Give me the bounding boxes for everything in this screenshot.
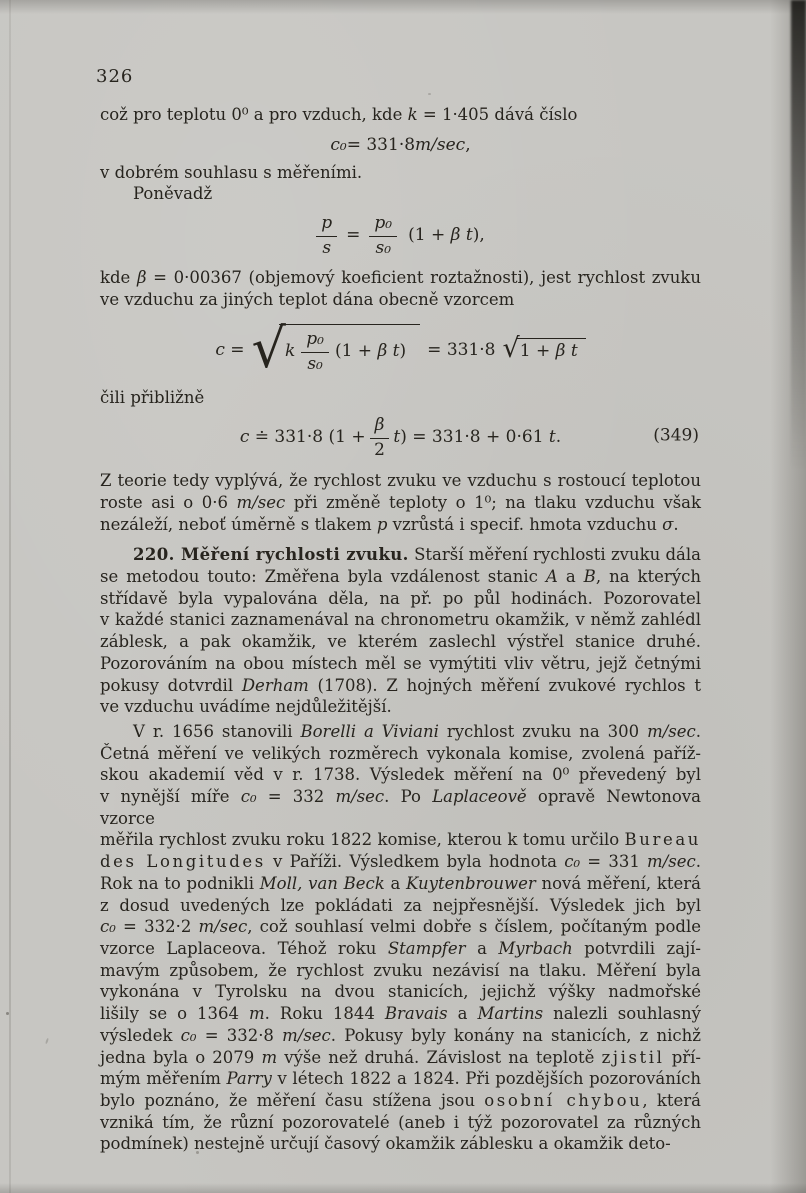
scan-top-shadow (0, 0, 806, 14)
text-segment: m/sec (647, 852, 696, 872)
formula-speed-general (100, 319, 701, 383)
text-segment: , (465, 134, 471, 155)
fraction-p-s (316, 213, 337, 259)
text-segment: m/sec (198, 917, 248, 937)
text-segment: osobní chybou (484, 1090, 643, 1110)
text-segment: k (407, 105, 418, 124)
text-segment: Borelli a Viviani (300, 721, 439, 741)
text-segment: t (393, 427, 401, 448)
text-segment: . (555, 427, 562, 448)
text-segment: t (548, 427, 556, 448)
text-segment: Četná měření ve velikých rozměrech vykonala komise, zvolená paříž- (100, 743, 701, 763)
text-column (100, 104, 701, 1155)
text-segment: . Po (384, 787, 433, 807)
text-line (100, 104, 701, 126)
text-line (100, 696, 701, 718)
text-segment: , což souhlasí velmi dobře s číslem, počítaným podle (247, 917, 701, 937)
text-segment: 220. Měření rychlosti zvuku. (133, 545, 409, 565)
text-segment: pokusy dotvrdil (100, 675, 242, 695)
text-segment: ve vzduchu za jiných teplot dána obecně vzorcem (100, 289, 515, 309)
text-line (100, 764, 701, 786)
text-line (100, 1047, 701, 1069)
scan-bottom-shadow (0, 1183, 806, 1193)
formula-pre (240, 427, 366, 449)
paper-speck (6, 1012, 9, 1015)
text-segment: Parry (226, 1069, 272, 1089)
equals-sign: = (346, 225, 361, 246)
text-line (100, 470, 701, 492)
text-segment: mavým způsobem, že rychlost zvuku nezávisí na tlaku. Měření byla (100, 960, 701, 980)
text-line (100, 544, 701, 566)
text-line (100, 786, 701, 829)
text-segment: β t (555, 341, 578, 362)
text-segment: vzniká tím, že různí pozorovatelé (aneb i týž pozorovatel za různých (100, 1112, 701, 1132)
text-line (100, 851, 701, 873)
fraction-denominator: 2 (374, 439, 385, 460)
text-segment: potvrdili zají- (572, 938, 701, 958)
text-segment: a (384, 873, 407, 893)
measurements-history-paragraph (100, 721, 701, 1155)
text-segment: lišily se o 1364 (100, 1004, 250, 1024)
kde-beta-paragraph (100, 267, 701, 310)
text-segment: p (376, 514, 388, 534)
text-segment: β (136, 268, 147, 288)
text-segment: Laplaceově (432, 787, 527, 807)
text-segment: nezáleží, neboť úměrně s tlakem (100, 514, 377, 534)
text-segment: kde (100, 268, 137, 288)
text-line (100, 1090, 701, 1112)
text-line (100, 675, 701, 697)
text-line (100, 1068, 701, 1090)
text-segment: c₀ (330, 134, 347, 155)
radicand (516, 338, 586, 363)
text-segment: . Pokusy byly konány na stanicích, z nichž (330, 1025, 701, 1045)
text-segment: výsledek (100, 1025, 181, 1045)
text-segment: čili přibližně (100, 387, 205, 407)
text-line (100, 514, 701, 536)
text-segment: Bravais (384, 1004, 448, 1024)
text-segment: v Paříži. Výsledkem byla hodnota (265, 852, 565, 872)
text-segment: střídavě byla vypalována děla, na př. po půl hodinách. Pozorovatel (100, 588, 701, 608)
text-segment: m/sec (415, 134, 466, 155)
equation-number: (349) (653, 425, 699, 446)
text-segment: vzorce Laplaceova. Téhož roku (100, 938, 388, 958)
text-segment: zjistil (601, 1047, 665, 1067)
text-segment: Myrbach (498, 938, 573, 958)
text-segment: = 331·8 (427, 339, 496, 360)
text-segment: (1 + (334, 341, 378, 362)
text-line (100, 183, 701, 205)
radical-icon: √ (251, 317, 286, 381)
text-segment: . Roku 1844 (264, 1004, 385, 1024)
text-line (100, 631, 701, 653)
text-segment: Derham (241, 675, 309, 695)
fraction-denominator: s₀ (375, 237, 392, 258)
text-line (100, 492, 701, 514)
page-number: 326 (96, 66, 134, 87)
fraction-p0-s0 (301, 329, 329, 375)
text-segment: m (249, 1004, 265, 1024)
text-segment: a (465, 938, 499, 958)
text-segment: m (261, 1047, 278, 1067)
radical-expression (502, 333, 586, 365)
text-segment: , která (642, 1090, 701, 1110)
text-segment: Moll, van Beck (259, 873, 385, 893)
formula-mid (427, 340, 495, 362)
text-segment: a (447, 1004, 478, 1024)
cili-line (100, 387, 701, 409)
text-segment: = 0·00367 (objemový koeficient roztažnosti), jest rychlost zvuku (146, 268, 701, 288)
text-segment: jedna byla o 2079 (100, 1047, 262, 1067)
agreement-line (100, 162, 701, 184)
text-line (100, 1025, 701, 1047)
text-segment: při změně teploty o 1⁰; na tlaku vzduchu však (285, 492, 702, 512)
text-line (100, 743, 701, 765)
text-segment: Bureau (624, 830, 701, 850)
text-segment: β t (377, 341, 400, 362)
radicand-post (335, 341, 406, 363)
text-segment: roste asi o 0·6 (100, 492, 237, 512)
text-line (100, 588, 701, 610)
text-line (100, 1112, 701, 1134)
scan-corner-shadow (791, 0, 806, 470)
text-segment: = 1·405 dává číslo (417, 105, 578, 124)
fraction-beta-2 (370, 415, 390, 461)
text-segment: nalezli souhlasný (543, 1004, 701, 1024)
formula-c0-value (100, 133, 701, 159)
text-line (100, 981, 701, 1003)
text-segment: (1708). Z hojných měření zvukové rychlos t (308, 675, 702, 695)
text-segment: c₀ (240, 787, 257, 807)
formula-post (393, 427, 561, 449)
formula-tail (408, 225, 485, 247)
radical-icon: √ (502, 333, 520, 365)
formula-approximation (100, 412, 701, 464)
fraction-p0-s0 (369, 213, 397, 259)
text-line (100, 653, 701, 675)
text-segment: mým měřením (100, 1069, 227, 1089)
intro-paragraph (100, 104, 701, 126)
text-segment: Poněvadž (133, 184, 213, 204)
fraction-denominator: s (322, 237, 332, 258)
text-segment: ) (399, 341, 407, 362)
text-segment: vzrůstá i specif. hmota vzduchu (387, 514, 663, 534)
text-segment: v každé stanici zaznamenával na chronometru okamžik, v němž zahlédl (100, 610, 701, 630)
text-line (100, 609, 701, 631)
text-line (100, 960, 701, 982)
text-segment: podmínek) nestejně určují časový okamžik záblesku a okamžik deto- (100, 1134, 671, 1154)
text-segment: Kuytenbrouwer (406, 873, 536, 893)
text-segment: ) = 331·8 + 0·61 (400, 427, 549, 448)
text-segment: , na kterých (595, 567, 702, 587)
text-segment: . (695, 852, 701, 872)
text-segment: = 332·8 (196, 1025, 283, 1045)
text-segment: rychlost zvuku na 300 (438, 721, 648, 741)
fraction-numerator: p₀ (369, 213, 397, 236)
text-segment: . (673, 514, 679, 534)
text-segment: v dobrém souhlasu s měřeními. (100, 162, 363, 182)
text-segment: vykonána v Tyrolsku na dvou stanicích, jejichž výšky nadmořské (100, 982, 701, 1002)
theory-paragraph (100, 470, 701, 535)
text-line (100, 1003, 701, 1025)
text-segment: σ (662, 514, 674, 534)
text-segment: m/sec (282, 1025, 331, 1045)
text-segment: . (695, 721, 701, 741)
text-segment: c₀ (180, 1025, 197, 1045)
text-segment: ve vzduchu uvádíme nejdůležitější. (100, 697, 392, 717)
text-segment: v nynější míře (100, 787, 241, 807)
text-segment: c (215, 339, 225, 360)
text-segment: 1 + (519, 341, 556, 362)
text-segment: opravě Newtonova vzorce (100, 787, 701, 828)
section-220-paragraph (100, 544, 701, 718)
text-segment: záblesk, a pak okamžik, ve kterém zaslechl výstřel stanice druhé. (100, 632, 701, 652)
text-segment: což pro teplotu 0⁰ a pro vzduch, kde (100, 105, 408, 124)
text-line (100, 267, 701, 289)
fraction-numerator: p (316, 213, 337, 236)
text-segment: z dosud uvedených lze pokládati za nejpřesnější. Výsledek jich byl (100, 895, 701, 915)
text-line (100, 387, 701, 409)
text-segment: Starší měření rychlosti zvuku dála (408, 545, 701, 565)
text-line (100, 162, 701, 184)
radical-expression (251, 317, 421, 381)
radicand-pre (285, 341, 295, 363)
text-segment: výše než druhá. Závislost na teplotě (277, 1047, 602, 1067)
text-segment: B (583, 567, 596, 587)
text-segment: A (545, 567, 558, 587)
text-segment: = 331 (580, 852, 648, 872)
text-segment: Pozorováním na obou místech měl se vymýtiti vliv větru, jejž četnými (100, 653, 701, 673)
text-segment: V r. 1656 stanovili (133, 721, 301, 741)
text-segment: = (224, 339, 245, 360)
text-line (100, 873, 701, 895)
text-segment: pří- (664, 1047, 701, 1067)
text-segment: bylo poznáno, že měření času stížena jsou (100, 1090, 485, 1110)
text-segment: a (557, 567, 584, 587)
text-segment: m/sec (335, 787, 385, 807)
formula-lead (215, 340, 244, 362)
text-segment: c₀ (100, 917, 116, 937)
text-segment: ), (472, 225, 485, 246)
text-segment: m/sec (647, 721, 696, 741)
formula-pressure-ratio (100, 211, 701, 261)
text-segment: k (284, 341, 296, 362)
text-segment: Martins (477, 1004, 544, 1024)
text-segment: = 332 (256, 787, 336, 807)
ponevadz-line (100, 183, 701, 205)
text-segment: (1 + (408, 225, 451, 246)
paper-speck (428, 93, 431, 95)
text-segment: nová měření, která (535, 873, 701, 893)
text-line (100, 566, 701, 588)
text-segment: c₀ (564, 852, 581, 872)
text-segment: m/sec (236, 492, 286, 512)
text-segment: Stampfer (387, 938, 466, 958)
fraction-denominator: s₀ (307, 353, 323, 374)
fraction-numerator: p₀ (301, 329, 329, 352)
paper-speck (45, 1038, 49, 1044)
text-line (100, 916, 701, 938)
text-segment: skou akademií věd v r. 1738. Výsledek měření na 0⁰ převedený byl (100, 765, 701, 785)
text-line (100, 895, 701, 917)
paper-speck (196, 1151, 199, 1154)
text-line (100, 1133, 701, 1155)
text-line (100, 289, 701, 311)
paper-crease (9, 0, 11, 1193)
text-segment: β t (450, 225, 473, 246)
text-segment: = 331·8 (346, 134, 416, 155)
text-segment: = 332·2 (115, 917, 199, 937)
text-line (100, 938, 701, 960)
text-segment: Z teorie tedy vyplývá, že rychlost zvuku ve vzduchu s rostoucí teplotou (100, 471, 701, 491)
text-segment: c (239, 427, 250, 448)
text-segment: des Longitudes (100, 852, 266, 872)
text-segment: v létech 1822 a 1824. Při pozdějších pozorováních (271, 1069, 701, 1089)
text-segment: se metodou touto: Změřena byla vzdálenost stanic (100, 567, 546, 587)
text-segment: ≐ 331·8 (1 + (249, 427, 366, 448)
text-segment: měřila rychlost zvuku roku 1822 komise, kterou k tomu určilo (100, 830, 625, 850)
text-line (100, 829, 701, 851)
text-line (100, 721, 701, 743)
text-segment: Rok na to podnikli (100, 873, 260, 893)
fraction-numerator: β (370, 415, 390, 438)
